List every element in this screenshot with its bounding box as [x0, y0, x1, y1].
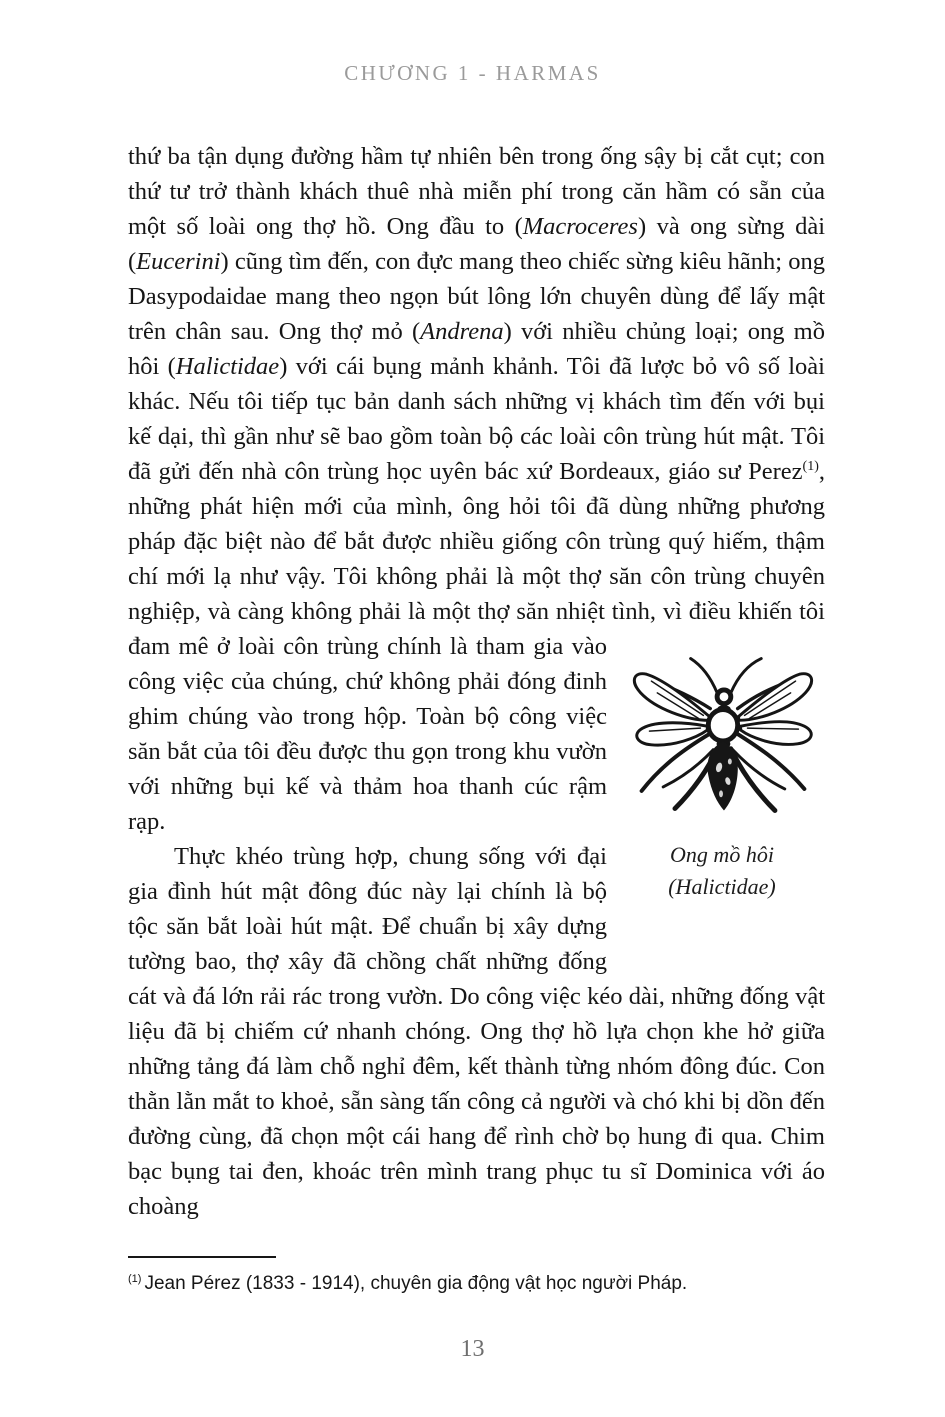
figure-caption-line: Ong mồ hôi — [670, 842, 774, 867]
footnote-marker: (1) — [128, 1272, 142, 1285]
footnote — [128, 1272, 825, 1296]
footnote-text: Jean Pérez (1833 - 1914), chuyên gia động vật học người Pháp. — [144, 1273, 688, 1294]
chapter-running-header: CHƯƠNG 1 - HARMAS — [344, 61, 601, 85]
body-text-segment: Thực khéo trùng hợp, chung sống với đại gia đình hút mật đông đúc này lại chính là bộ tộc săn bắt loài hút mật. Để chuẩn bị xây dựng tường bao, thợ xây đã chồng chất những đống cát và đá lớn rải rác trong vườn. Do công việc kéo dài, những đống vật liệu đã bị chiếm cứ nhanh chóng. Ong thợ hồ lựa chọn khe hở giữa những tảng đá làm chỗ nghỉ đêm, kết thành từng nhóm đông đúc. Con thằn lằn mắt to khoẻ, sẵn sàng tấn công cả người và chó khi bị dồn đến đường cùng, đã chọn một cái hang để rình chờ bọ hung đi qua. Chim bạc bụng tai đen, khoác trên mình trang phục tu sĩ Dominica với áo choàng — [128, 843, 825, 1220]
species-name: Eucerini — [136, 248, 221, 275]
species-name: Halictidae — [175, 353, 280, 380]
species-name: Macroceres — [522, 213, 638, 240]
species-name: Andrena — [420, 318, 504, 345]
page-number: 13 — [460, 1336, 485, 1362]
body-text — [128, 139, 825, 1224]
body-text-segment: , những phát hiện mới của mình, ông hỏi tôi đã dùng những phương pháp đặc biệt nào để bắt được nhiều giống côn trùng quý hiếm, thậm chí mới lạ như vậy. Tôi không phải là một thợ săn côn trùng chuyên nghiệp, và càng không phải là một thợ săn nhiệt tình, vì điều khiến tôi đam mê ở loài côn trùng chính là tham gia vào — [128, 458, 825, 660]
body-text-segment: ) với cái bụng mảnh khảnh. Tôi đã lược bỏ vô số loài khác. Nếu tôi tiếp tục bản danh sách những vị khách tìm đến với bụi kế dại, thì gần như sẽ bao gồm toàn bộ các loài côn trùng hút mật. Tôi đã gửi đến nhà côn trùng học uyên bác xứ Bordeaux, giáo sư Perez — [128, 353, 825, 485]
body-text-segment: ) với nhiều chủng loại; ong mồ hôi ( — [128, 318, 825, 380]
body-text-segment: công việc của chúng, chứ không phải đóng đinh ghim chúng vào trong hộp. Toàn bộ công việc săn bắt của tôi đều được thu gọn trong khu vườn với những bụi kế và thảm hoa thanh cúc rậm rạp. — [128, 668, 607, 835]
footnote-block — [128, 1256, 825, 1296]
bee-illustration — [622, 653, 822, 819]
body-text-segment: thứ ba tận dụng đường hầm tự nhiên bên trong ống sậy bị cắt cụt; con thứ tư trở thành khách thuê nhà miễn phí trong căn hầm có sẵn của một số loài ong thợ hồ. Ong đầu to ( — [128, 143, 825, 240]
figure-caption-line: (Halictidae) — [668, 874, 776, 899]
figure-caption — [619, 839, 825, 903]
body-text-segment: ) cũng tìm đến, con đực mang theo chiếc sừng kiêu hãnh; ong Dasypodaidae mang theo ngọn bút lông lớn chuyên dùng để lấy mật trên chân sau. Ong thợ mỏ ( — [128, 248, 825, 345]
body-text-segment: ) và ong sừng dài ( — [128, 213, 826, 275]
paragraph — [128, 139, 826, 899]
footnote-divider — [128, 1256, 276, 1258]
figure-halictidae — [607, 629, 825, 977]
footnote-reference: (1) — [802, 458, 819, 474]
